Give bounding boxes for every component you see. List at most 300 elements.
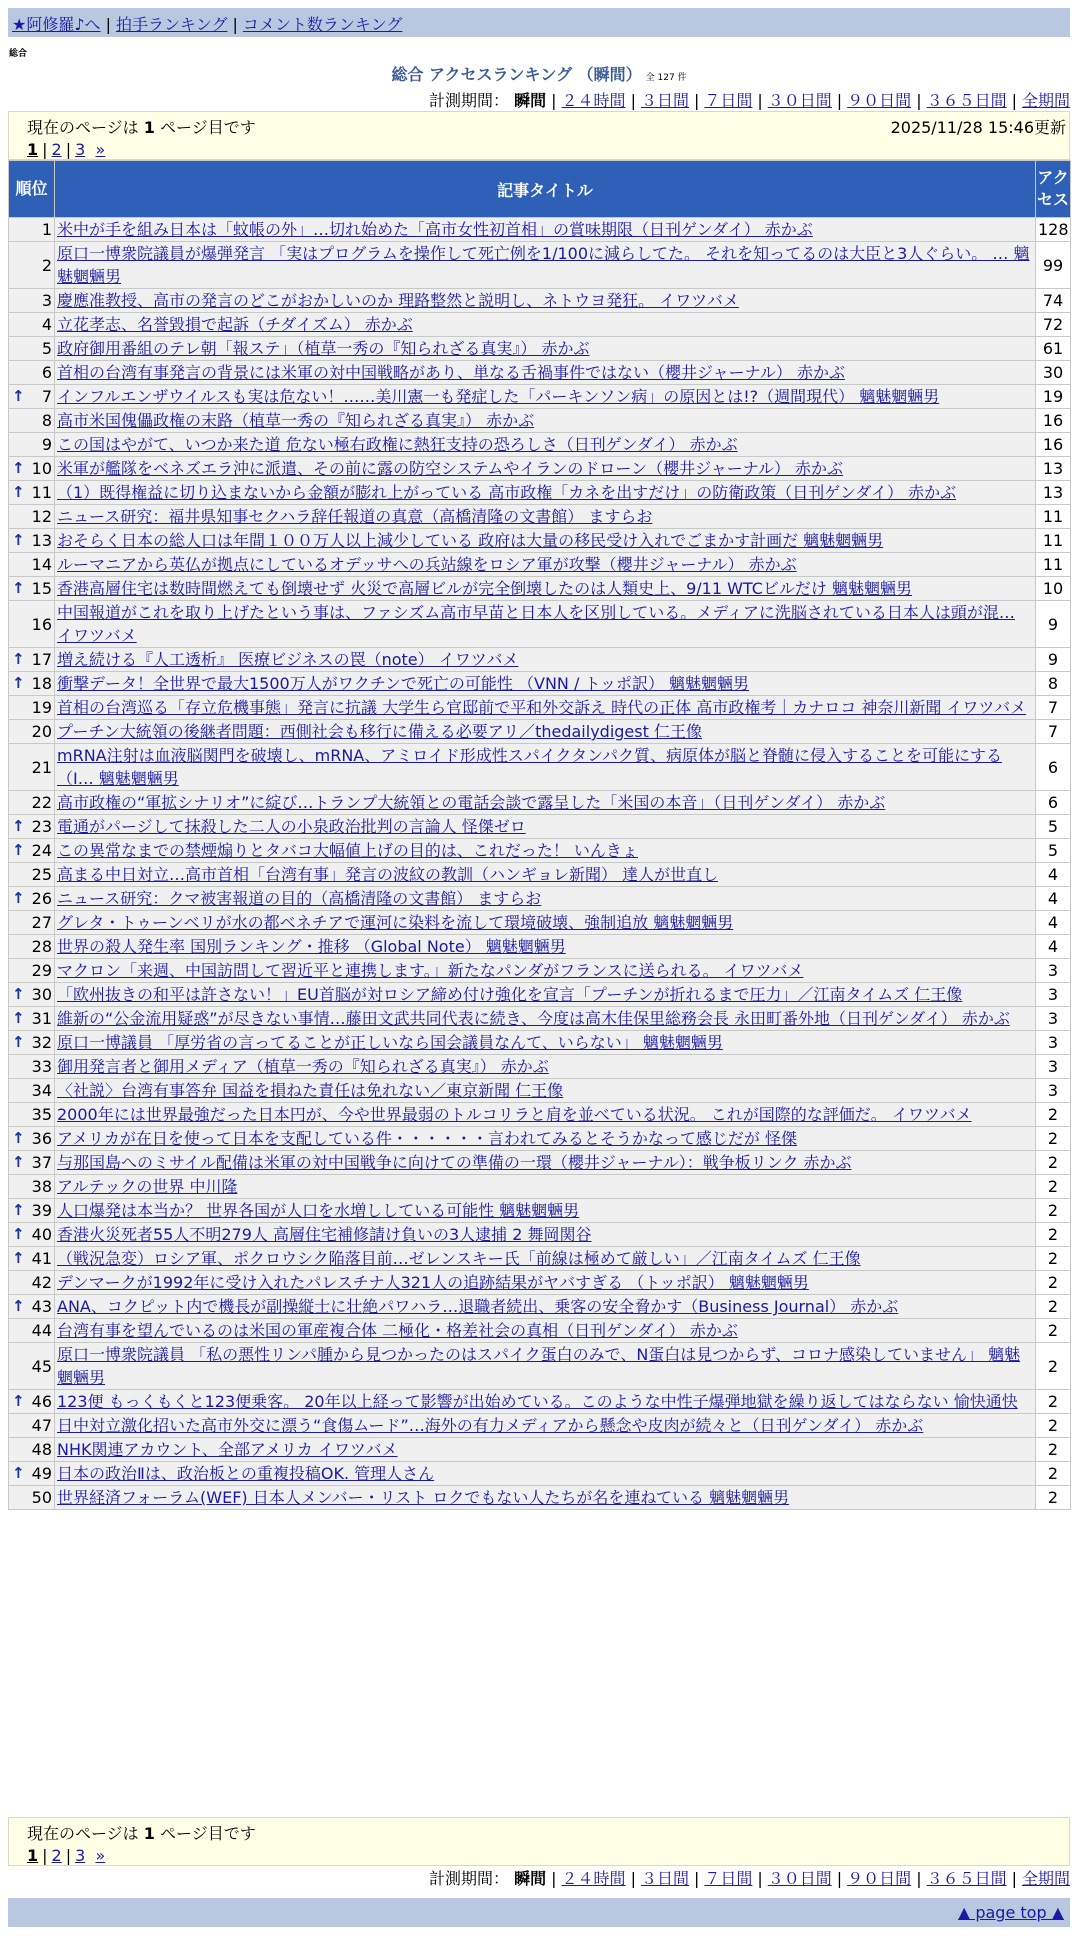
table-row xyxy=(9,361,1071,385)
title-cell xyxy=(55,481,1036,505)
pager-next[interactable]: » xyxy=(95,1846,106,1865)
article-title-link[interactable]: 原口一博議員 「厚労省の言ってることが正しいなら国会議員なんて、いらない」 魑魅魍魎男 xyxy=(57,1033,723,1052)
category-label: 総合 xyxy=(9,49,28,59)
article-title-link[interactable]: デンマークが1992年に受け入れたパレスチナ人321人の追跡結果がヤバすぎる （トッポ訳） 魑魅魍魎男 xyxy=(57,1273,809,1292)
table-row xyxy=(9,1127,1071,1151)
article-title-link[interactable]: 中国報道がこれを取り上げたという事は、ファシズム高市早苗と日本人を区別している。メディアに洗脳されている日本人は頭が混… イワツバメ xyxy=(57,603,1015,645)
article-title-link[interactable]: 高まる中日対立…高市首相「台湾有事」発言の波紋の教訓（ハンギョレ新聞） 達人が世直し xyxy=(57,865,719,884)
rank-number: 39 xyxy=(31,1201,52,1220)
access-count: 11 xyxy=(1036,529,1071,553)
table-row xyxy=(9,911,1071,935)
access-count: 6 xyxy=(1036,744,1071,791)
article-title-link[interactable]: プーチン大統領の後継者問題：西側社会も移行に備える必要アリ／thedailydigest 仁王像 xyxy=(57,722,702,741)
table-row xyxy=(9,1007,1071,1031)
rank-number: 24 xyxy=(31,841,52,860)
period-separator: | xyxy=(630,1869,636,1888)
rank-number: 31 xyxy=(31,1009,52,1028)
period-separator: | xyxy=(1011,91,1017,110)
table-row xyxy=(9,1319,1071,1343)
page-indicator xyxy=(27,1821,1069,1844)
pager-separator: | xyxy=(65,1846,72,1865)
rank-up-arrow-icon: ↑ xyxy=(12,841,25,859)
title-cell xyxy=(55,696,1036,720)
access-count: 2 xyxy=(1036,1199,1071,1223)
rank-up-arrow-icon: ↑ xyxy=(12,817,25,835)
access-count: 9 xyxy=(1036,648,1071,672)
access-count: 3 xyxy=(1036,1079,1071,1103)
period-separator: | xyxy=(693,91,700,110)
rank-cell xyxy=(9,1319,55,1343)
page-text-post: ページ目です xyxy=(160,1824,256,1843)
title-cell xyxy=(55,1055,1036,1079)
article-title-link[interactable]: 世界経済フォーラム(WEF) 日本人メンバー・リスト ロクでもない人たちが名を連ねている 魑魅魍魎男 xyxy=(57,1488,790,1507)
article-title-link[interactable]: インフルエンザウイルスも実は危ない！……美川憲一も発症した「パーキンソン病」の原因とは!?（週間現代） 魑魅魍魎男 xyxy=(57,387,940,406)
rank-number: 15 xyxy=(31,579,52,598)
pager-separator: | xyxy=(65,140,72,159)
period-separator: | xyxy=(693,1869,700,1888)
period-link-365d[interactable]: ３６５日間 xyxy=(926,1869,1007,1888)
table-row xyxy=(9,815,1071,839)
access-count: 2 xyxy=(1036,1486,1071,1510)
access-count: 7 xyxy=(1036,720,1071,744)
article-title-link[interactable]: 原口一博衆院議員が爆弾発言 「実はプログラムを操作して死亡例を1/100に減らしてた。 それを知ってるのは大臣と3人ぐらい。 … 魑魅魍魎男 xyxy=(57,244,1030,286)
access-count: 2 xyxy=(1036,1271,1071,1295)
access-count: 9 xyxy=(1036,601,1071,648)
period-link-3d[interactable]: ３日間 xyxy=(640,1869,689,1888)
rank-cell xyxy=(9,553,55,577)
rank-number: 49 xyxy=(31,1464,52,1483)
rank-up-arrow-icon: ↑ xyxy=(12,1297,25,1315)
period-separator: | xyxy=(916,1869,922,1888)
article-title-link[interactable]: 人口爆発は本当か？ 世界各国が人口を水増ししている可能性 魑魅魍魎男 xyxy=(57,1201,580,1220)
title-cell xyxy=(55,505,1036,529)
table-row xyxy=(9,601,1071,648)
period-link-7d[interactable]: ７日間 xyxy=(704,1869,753,1888)
table-row xyxy=(9,1079,1071,1103)
rank-number: 16 xyxy=(31,614,52,634)
access-count: 2 xyxy=(1036,1319,1071,1343)
period-link-24h[interactable]: ２４時間 xyxy=(561,91,626,110)
rank-number: 2 xyxy=(41,255,52,275)
page-top-link[interactable]: ▲ page top ▲ xyxy=(957,1903,1064,1922)
period-link-90d[interactable]: ９０日間 xyxy=(847,1869,912,1888)
rank-cell xyxy=(9,601,55,648)
article-title-link[interactable]: 政府御用番組のテレ朝「報ステ」（植草一秀の『知られざる真実』） 赤かぶ xyxy=(57,339,590,358)
table-row xyxy=(9,1247,1071,1271)
article-title-link[interactable]: 日本の政治Ⅱは、政治板との重複投稿OK. 管理人さん xyxy=(57,1464,435,1483)
pager-separator: | xyxy=(42,1846,48,1865)
page-text-pre: 現在のページは xyxy=(27,118,139,137)
period-link-365d[interactable]: ３６５日間 xyxy=(926,91,1007,110)
table-row xyxy=(9,218,1071,242)
page-number: 1 xyxy=(143,118,155,137)
rank-number: 29 xyxy=(31,961,52,980)
article-title-link[interactable]: ニュース研究：クマ被害報道の目的（高橋清隆の文書館） ますらお xyxy=(57,889,542,908)
access-count: 2 xyxy=(1036,1438,1071,1462)
article-title-link[interactable]: （1）既得権益に切り込まないから金額が膨れ上がっている 高市政権「カネを出すだけ」の防衛政策（日刊ゲンダイ） 赤かぶ xyxy=(57,483,957,502)
rank-number: 1 xyxy=(41,220,52,239)
table-row xyxy=(9,289,1071,313)
access-count: 3 xyxy=(1036,1031,1071,1055)
article-title-link[interactable]: おそらく日本の総人口は年間１００万人以上減少している 政府は大量の移民受け入れでごまかす計画だ 魑魅魍魎男 xyxy=(57,531,884,550)
period-link-30d[interactable]: ３０日間 xyxy=(767,91,832,110)
access-count: 3 xyxy=(1036,959,1071,983)
access-count: 2 xyxy=(1036,1223,1071,1247)
rank-number: 4 xyxy=(41,315,52,334)
article-title-link[interactable]: 〈社説〉台湾有事答弁 国益を損ねた責任は免れない／東京新聞 仁王像 xyxy=(57,1081,564,1100)
rank-cell xyxy=(9,815,55,839)
table-row xyxy=(9,983,1071,1007)
access-count: 2 xyxy=(1036,1462,1071,1486)
period-link-3d[interactable]: ３日間 xyxy=(640,91,689,110)
table-row xyxy=(9,1295,1071,1319)
title-cell xyxy=(55,1031,1036,1055)
table-row xyxy=(9,529,1071,553)
pager-link-3[interactable]: 3 xyxy=(75,140,86,159)
table-row xyxy=(9,1151,1071,1175)
rank-cell xyxy=(9,1031,55,1055)
rank-number: 33 xyxy=(31,1057,52,1076)
rank-number: 37 xyxy=(31,1153,52,1172)
rank-number: 11 xyxy=(31,483,52,502)
rank-up-arrow-icon: ↑ xyxy=(12,650,25,668)
rank-number: 27 xyxy=(31,913,52,932)
rank-cell xyxy=(9,433,55,457)
period-link-90d[interactable]: ９０日間 xyxy=(847,91,912,110)
table-row xyxy=(9,481,1071,505)
rank-up-arrow-icon: ↑ xyxy=(12,1225,25,1243)
rank-cell xyxy=(9,505,55,529)
article-title-link[interactable]: 台湾有事を望んでいるのは米国の軍産複合体 二極化・格差社会の真相（日刊ゲンダイ） 赤かぶ xyxy=(57,1321,738,1340)
title-cell xyxy=(55,361,1036,385)
title-cell xyxy=(55,457,1036,481)
access-count: 3 xyxy=(1036,1055,1071,1079)
table-row xyxy=(9,959,1071,983)
rank-cell xyxy=(9,1343,55,1390)
period-separator: | xyxy=(757,91,763,110)
table-row xyxy=(9,1055,1071,1079)
rank-cell xyxy=(9,1007,55,1031)
rank-cell xyxy=(9,218,55,242)
title-cell xyxy=(55,1247,1036,1271)
period-separator: | xyxy=(916,91,922,110)
rank-number: 32 xyxy=(31,1033,52,1052)
access-count: 11 xyxy=(1036,505,1071,529)
rank-cell xyxy=(9,457,55,481)
period-link-7d[interactable]: ７日間 xyxy=(704,91,753,110)
table-row xyxy=(9,505,1071,529)
rank-cell xyxy=(9,1247,55,1271)
article-title-link[interactable]: 増え続ける『人工透析』 医療ビジネスの罠（note） イワツバメ xyxy=(57,650,519,669)
table-row xyxy=(9,1175,1071,1199)
access-count: 16 xyxy=(1036,409,1071,433)
article-title-link[interactable]: アメリカが在日を使って日本を支配している件・・・・・・言われてみるとそうかなって感じだが 怪傑 xyxy=(57,1129,797,1148)
access-count: 72 xyxy=(1036,313,1071,337)
article-title-link[interactable]: ルーマニアから英仏が拠点にしているオデッサへの兵站線をロシア軍が攻撃（櫻井ジャーナル） 赤かぶ xyxy=(57,555,797,574)
pager-link-2[interactable]: 2 xyxy=(51,140,62,159)
access-count: 6 xyxy=(1036,791,1071,815)
rank-cell xyxy=(9,409,55,433)
rank-number: 40 xyxy=(31,1225,52,1244)
rank-up-arrow-icon: ↑ xyxy=(12,985,25,1003)
access-count: 5 xyxy=(1036,815,1071,839)
rank-up-arrow-icon: ↑ xyxy=(12,1201,25,1219)
rank-cell xyxy=(9,1271,55,1295)
access-count: 2 xyxy=(1036,1175,1071,1199)
rank-cell xyxy=(9,529,55,553)
title-cell xyxy=(55,1271,1036,1295)
access-count: 2 xyxy=(1036,1127,1071,1151)
table-row xyxy=(9,1223,1071,1247)
table-row xyxy=(9,1414,1071,1438)
rank-cell xyxy=(9,1151,55,1175)
nav-link-asyura[interactable]: ★阿修羅♪へ xyxy=(12,15,101,34)
title-cell xyxy=(55,672,1036,696)
rank-cell xyxy=(9,1055,55,1079)
ranking-table xyxy=(8,160,1071,1510)
rank-cell xyxy=(9,672,55,696)
access-count: 10 xyxy=(1036,577,1071,601)
article-title-link[interactable]: この国はやがて、いつか来た道 危ない極右政権に熱狂支持の恐ろしさ（日刊ゲンダイ） 赤かぶ xyxy=(57,435,738,454)
rank-cell xyxy=(9,959,55,983)
article-title-link[interactable]: 電通がパージして抹殺した二人の小泉政治批判の言論人 怪傑ゼロ xyxy=(57,817,526,836)
rank-up-arrow-icon: ↑ xyxy=(12,1392,25,1410)
rank-cell xyxy=(9,1223,55,1247)
rank-number: 48 xyxy=(31,1440,52,1459)
rank-number: 46 xyxy=(31,1392,52,1411)
rank-cell xyxy=(9,313,55,337)
article-title-link[interactable]: 2000年には世界最強だった日本円が、今や世界最弱のトルコリラと肩を並べている状況。 これが国際的な評価だ。 イワツバメ xyxy=(57,1105,972,1124)
title-cell xyxy=(55,1127,1036,1151)
article-title-link[interactable]: 原口一博衆院議員 「私の悪性リンパ腫から見つかったのはスパイク蛋白のみで、N蛋白は見つからず、コロナ感染していません」 魑魅魍魎男 xyxy=(57,1345,1021,1387)
rank-number: 9 xyxy=(41,435,52,454)
article-title-link[interactable]: 米軍が艦隊をベネズエラ沖に派遣、その前に露の防空システムやイランのドローン（櫻井ジャーナル） 赤かぶ xyxy=(57,459,844,478)
title-cell xyxy=(55,1319,1036,1343)
nav-separator: | xyxy=(105,15,111,34)
rank-number: 5 xyxy=(41,339,52,358)
table-row xyxy=(9,1438,1071,1462)
ranking-body xyxy=(9,218,1071,1510)
article-title-link[interactable]: 高市政権の“軍拡シナリオ”に綻び…トランプ大統領との電話会談で露呈した「米国の本音」（日刊ゲンダイ） 赤かぶ xyxy=(57,793,886,812)
title-cell xyxy=(55,1151,1036,1175)
title-cell xyxy=(55,577,1036,601)
article-title-link[interactable]: 高市米国傀儡政権の末路（植草一秀の『知られざる真実』） 赤かぶ xyxy=(57,411,535,430)
title-cell xyxy=(55,313,1036,337)
rank-number: 7 xyxy=(41,387,52,406)
rank-number: 26 xyxy=(31,889,52,908)
title-cell xyxy=(55,1295,1036,1319)
table-row xyxy=(9,1103,1071,1127)
table-row xyxy=(9,1486,1071,1510)
rank-number: 30 xyxy=(31,985,52,1004)
rank-number: 21 xyxy=(31,757,52,777)
rank-number: 10 xyxy=(31,459,52,478)
nav-link-applause-ranking[interactable]: 拍手ランキング xyxy=(115,15,228,34)
rank-number: 22 xyxy=(31,793,52,812)
rank-cell xyxy=(9,242,55,289)
access-count: 3 xyxy=(1036,1007,1071,1031)
updated-timestamp: 2025/11/28 15:46更新 xyxy=(890,118,1066,137)
period-current: 瞬間 xyxy=(514,91,547,110)
rank-number: 25 xyxy=(31,865,52,884)
article-title-link[interactable]: 米中が手を組み日本は「蚊帳の外」…切れ始めた「高市女性初首相」の賞味期限（日刊ゲンダイ） 赤かぶ xyxy=(57,220,813,239)
period-link-all[interactable]: 全期間 xyxy=(1021,1869,1070,1888)
title-cell xyxy=(55,433,1036,457)
article-title-link[interactable]: 世界の殺人発生率 国別ランキング・推移 （Global Note） 魑魅魍魎男 xyxy=(57,937,566,956)
article-title-link[interactable]: 立花孝志、名誉毀損で起訴（チダイズム） 赤かぶ xyxy=(57,315,413,334)
rank-number: 14 xyxy=(31,555,52,574)
rank-cell xyxy=(9,1295,55,1319)
article-title-link[interactable]: 日中対立激化招いた高市外交に漂う“食傷ムード”…海外の有力メディアから懸念や皮肉が続々と（日刊ゲンダイ） 赤かぶ xyxy=(57,1416,924,1435)
table-row xyxy=(9,672,1071,696)
rank-cell xyxy=(9,1462,55,1486)
title-cell xyxy=(55,1103,1036,1127)
title-cell xyxy=(55,1079,1036,1103)
title-cell xyxy=(55,1343,1036,1390)
rank-number: 23 xyxy=(31,817,52,836)
rank-number: 36 xyxy=(31,1129,52,1148)
title-cell xyxy=(55,409,1036,433)
rank-cell xyxy=(9,696,55,720)
article-title-link[interactable]: マクロン「来週、中国訪問して習近平と連携します。」新たなパンダがフランスに送られる。 イワツバメ xyxy=(57,961,804,980)
table-row xyxy=(9,337,1071,361)
access-count: 4 xyxy=(1036,863,1071,887)
rank-cell xyxy=(9,1079,55,1103)
rank-number: 20 xyxy=(31,722,52,741)
article-title-link[interactable]: グレタ・トゥーンベリが水の都ベネチアで運河に染料を流して環境破壊、強制追放 魑魅魍魎男 xyxy=(57,913,734,932)
period-selector-bottom xyxy=(429,1866,1070,1889)
access-count: 5 xyxy=(1036,839,1071,863)
page-info-box-top xyxy=(8,111,1070,160)
article-title-link[interactable]: 香港火災死者55人不明279人 高層住宅補修請け負いの3人逮捕 2 舞岡関谷 xyxy=(57,1225,592,1244)
rank-up-arrow-icon: ↑ xyxy=(12,1009,25,1027)
rank-up-arrow-icon: ↑ xyxy=(12,483,25,501)
article-title-link[interactable]: アルテックの世界 中川隆 xyxy=(57,1177,238,1196)
access-count: 4 xyxy=(1036,935,1071,959)
nav-link-comment-ranking[interactable]: コメント数ランキング xyxy=(242,15,403,34)
table-row xyxy=(9,457,1071,481)
access-count: 99 xyxy=(1036,242,1071,289)
rank-up-arrow-icon: ↑ xyxy=(12,531,25,549)
access-count: 74 xyxy=(1036,289,1071,313)
pager-separator: | xyxy=(42,140,48,159)
access-count: 4 xyxy=(1036,887,1071,911)
article-title-link[interactable]: 「欧州抜きの和平は許さない！」EU首脳が対ロシア締め付け強化を宣言「プーチンが折れるまで圧力」／江南タイムズ 仁王像 xyxy=(57,985,963,1004)
title-cell xyxy=(55,815,1036,839)
rank-cell xyxy=(9,1127,55,1151)
article-title-link[interactable]: 与那国島へのミサイル配備は米軍の対中国戦争に向けての準備の一環（櫻井ジャーナル）：戦争板リンク 赤かぶ xyxy=(57,1153,852,1172)
article-title-link[interactable]: 香港高層住宅は数時間燃えても倒壊せず 火災で高層ビルが完全倒壊したのは人類史上、9/11 WTCビルだけ 魑魅魍魎男 xyxy=(57,579,913,598)
access-count: 30 xyxy=(1036,361,1071,385)
page-text-pre: 現在のページは xyxy=(27,1824,139,1843)
rank-number: 17 xyxy=(31,650,52,669)
title-cell xyxy=(55,218,1036,242)
period-label: 計測期間： xyxy=(429,91,510,110)
title-cell xyxy=(55,959,1036,983)
table-row xyxy=(9,720,1071,744)
rank-number: 47 xyxy=(31,1416,52,1435)
pager-current: 1 xyxy=(27,140,39,159)
table-row xyxy=(9,1343,1071,1390)
period-link-30d[interactable]: ３０日間 xyxy=(767,1869,832,1888)
period-label: 計測期間： xyxy=(429,1869,510,1888)
article-title-link[interactable]: mRNA注射は血液脳関門を破壊し、mRNA、アミロイド形成性スパイクタンパク質、病原体が脳と脊髄に侵入することを可能にする（I… 魑魅魍魎男 xyxy=(57,746,1002,788)
access-count: 2 xyxy=(1036,1343,1071,1390)
article-title-link[interactable]: NHK関連アカウント、全部アメリカ イワツバメ xyxy=(57,1440,398,1459)
article-title-link[interactable]: 123便 もっくもくと123便乗客。 20年以上経って影響が出始めている。このような中性子爆弾地獄を繰り返してはならない 愉快通快 xyxy=(57,1392,1018,1411)
rank-cell xyxy=(9,911,55,935)
access-count: 4 xyxy=(1036,911,1071,935)
table-row xyxy=(9,1031,1071,1055)
rank-up-arrow-icon: ↑ xyxy=(12,579,25,597)
rank-up-arrow-icon: ↑ xyxy=(12,889,25,907)
article-title-link[interactable]: 衝撃データ！全世界で最大1500万人がワクチンで死亡の可能性 （VNN / トッポ訳） 魑魅魍魎男 xyxy=(57,674,750,693)
pager-link-3[interactable]: 3 xyxy=(75,1846,86,1865)
access-count: 2 xyxy=(1036,1295,1071,1319)
top-nav-bar xyxy=(8,8,1070,37)
table-row xyxy=(9,313,1071,337)
article-title-link[interactable]: 慶應准教授、高市の発言のどこがおかしいのか 理路整然と説明し、ネトウヨ発狂。 イワツバメ xyxy=(57,291,739,310)
rank-cell xyxy=(9,935,55,959)
table-row xyxy=(9,433,1071,457)
title-cell xyxy=(55,839,1036,863)
rank-number: 13 xyxy=(31,531,52,550)
rank-number: 41 xyxy=(31,1249,52,1268)
table-row xyxy=(9,887,1071,911)
title-cell xyxy=(55,1390,1036,1414)
article-title-link[interactable]: 御用発言者と御用メディア（植草一秀の『知られざる真実』） 赤かぶ xyxy=(57,1057,549,1076)
rank-cell xyxy=(9,791,55,815)
article-title-link[interactable]: この異常なまでの禁煙煽りとタバコ大幅値上げの目的は、これだった！ いんきょ xyxy=(57,841,638,860)
pager-link-2[interactable]: 2 xyxy=(51,1846,62,1865)
article-title-link[interactable]: ANA、コクピット内で機長が副操縦士に壮絶パワハラ…退職者続出、乗客の安全脅かす（Business Journal） 赤かぶ xyxy=(57,1297,899,1316)
rank-number: 12 xyxy=(31,507,52,526)
pagination-top xyxy=(27,140,1069,159)
page-text-post: ページ目です xyxy=(160,118,256,137)
title-cell xyxy=(55,720,1036,744)
article-title-link[interactable]: 首相の台湾巡る「存立危機事態」発言に抗議 大学生ら官邸前で平和外交訴え 時代の正体 高市政権考｜カナロコ 神奈川新聞 イワツバメ xyxy=(57,698,1027,717)
title-cell xyxy=(55,553,1036,577)
table-row xyxy=(9,1462,1071,1486)
period-link-24h[interactable]: ２４時間 xyxy=(561,1869,626,1888)
table-row xyxy=(9,1199,1071,1223)
rank-cell xyxy=(9,720,55,744)
rank-number: 28 xyxy=(31,937,52,956)
table-row xyxy=(9,839,1071,863)
pager-next[interactable]: » xyxy=(95,140,106,159)
table-row xyxy=(9,577,1071,601)
total-count: 全 127 件 xyxy=(645,73,687,83)
article-title-link[interactable]: （戦況急変）ロシア軍、ポクロウシク陥落目前…ゼレンスキー氏「前線は極めて厳しい」／江南タイムズ 仁王像 xyxy=(57,1249,861,1268)
period-link-all[interactable]: 全期間 xyxy=(1021,91,1070,110)
period-separator: | xyxy=(551,91,557,110)
article-title-link[interactable]: 首相の台湾有事発言の背景には米軍の対中国戦略があり、単なる舌禍事件ではない（櫻井ジャーナル） 赤かぶ xyxy=(57,363,845,382)
table-row xyxy=(9,409,1071,433)
rank-up-arrow-icon: ↑ xyxy=(12,1464,25,1482)
period-separator: | xyxy=(551,1869,557,1888)
title-cell xyxy=(55,887,1036,911)
access-count: 8 xyxy=(1036,672,1071,696)
article-title-link[interactable]: 維新の“公金流用疑惑”が尽きない事情…藤田文武共同代表に続き、今度は高木佳保里総務会長 永田町番外地（日刊ゲンダイ） 赤かぶ xyxy=(57,1009,1010,1028)
article-title-link[interactable]: ニュース研究：福井県知事セクハラ辞任報道の真意（高橋清隆の文書館） ますらお xyxy=(57,507,653,526)
page-title: 総合 アクセスランキング （瞬間） xyxy=(391,65,642,84)
rank-cell xyxy=(9,1414,55,1438)
title-cell xyxy=(55,1223,1036,1247)
page-title-line xyxy=(0,62,1078,85)
title-cell xyxy=(55,1199,1036,1223)
column-header-access: アクセス xyxy=(1036,161,1071,218)
table-header-row xyxy=(9,161,1071,218)
